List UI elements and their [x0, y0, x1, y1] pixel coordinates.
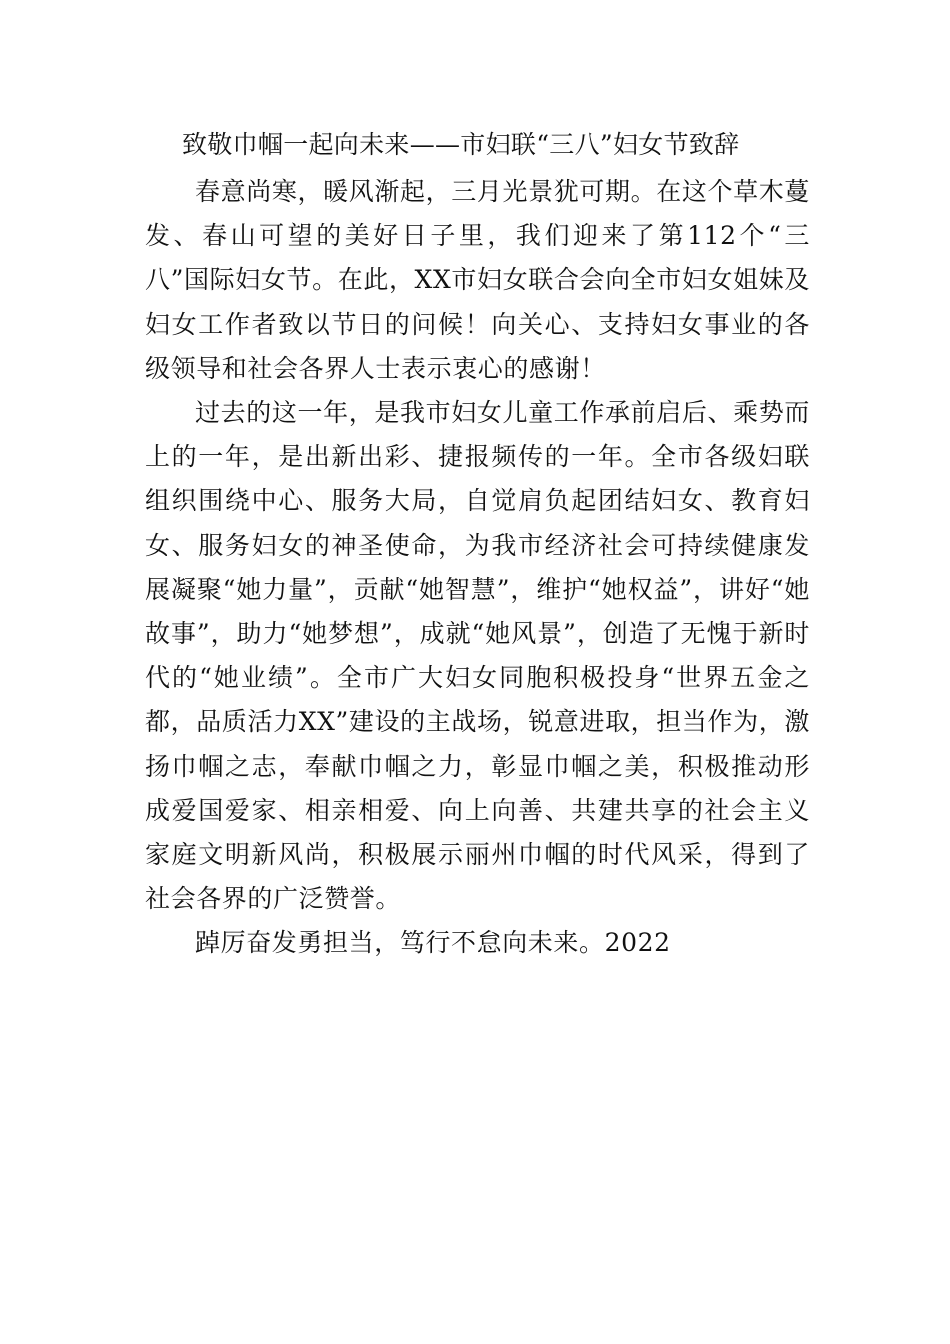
paragraph-opening: 春意尚寒，暖风渐起，三月光景犹可期。在这个草木蔓发、春山可望的美好日子里，我们迎来了第112个“三八”国际妇女节。在此，XX市妇女联合会向全市妇女姐妹及妇女工作者致以节日的问候！向关心、支持妇女事业的各级领导和社会各界人士表示衷心的感谢！ — [145, 177, 810, 383]
paragraph-closing: 踔厉奋发勇担当，笃行不怠向未来。2022 — [195, 928, 671, 958]
paragraph-review: 过去的这一年，是我市妇女儿童工作承前启后、乘势而上的一年，是出新出彩、捷报频传的一年。全市各级妇联组织围绕中心、服务大局，自觉肩负起团结妇女、教育妇女、服务妇女的神圣使命，为我市经济社会可持续健康发展凝聚“她力量”，贡献“她智慧”，维护“她权益”，讲好“她故事”，助力“她梦想”，成就“她风景”，创造了无愧于新时代的“她业绩”。全市广大妇女同胞积极投身“世界五金之都，品质活力XX”建设的主战场，锐意进取，担当作为，激扬巾帼之志，奉献巾帼之力，彰显巾帼之美，积极推动形成爱国爱家、相亲相爱、向上向善、共建共享的社会主义家庭文明新风尚，积极展示丽州巾帼的时代风采，得到了社会各界的广泛赞誉。 — [145, 398, 810, 914]
document-body — [145, 120, 810, 966]
document-title: 致敬巾帼一起向未来——市妇联“三八”妇女节致辞 — [182, 130, 740, 159]
